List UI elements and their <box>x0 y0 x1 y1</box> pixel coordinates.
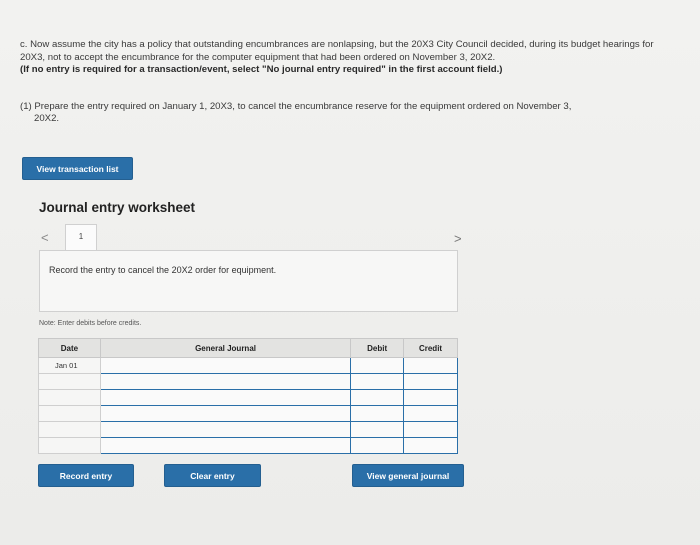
journal-table <box>38 338 458 454</box>
entry-description-panel <box>39 250 458 312</box>
view-transaction-list-button[interactable]: View transaction list <box>22 157 133 180</box>
account-field[interactable] <box>100 438 350 454</box>
part-1-line2: 20X2. <box>34 113 60 124</box>
debit-field[interactable] <box>351 358 404 374</box>
question-instruction: (If no entry is required for a transaction/event, select "No journal entry required" in the first account field.) <box>20 64 503 75</box>
header-date: Date <box>39 339 101 358</box>
view-general-journal-button[interactable]: View general journal <box>352 464 464 487</box>
table-row <box>39 358 458 374</box>
worksheet-title: Journal entry worksheet <box>39 200 196 215</box>
record-entry-button[interactable]: Record entry <box>38 464 134 487</box>
debit-field[interactable] <box>351 374 404 390</box>
credit-field[interactable] <box>404 390 458 406</box>
credit-field[interactable] <box>404 422 458 438</box>
prev-arrow-icon[interactable]: < <box>41 230 49 245</box>
table-row <box>39 438 458 454</box>
debit-field[interactable] <box>351 406 404 422</box>
table-row <box>39 390 458 406</box>
date-cell <box>39 390 101 406</box>
debit-credit-note: Note: Enter debits before credits. <box>39 320 142 327</box>
account-field[interactable] <box>100 422 350 438</box>
date-cell <box>39 422 101 438</box>
account-field[interactable] <box>100 358 350 374</box>
table-header-row <box>39 339 458 358</box>
header-debit: Debit <box>351 339 404 358</box>
date-cell <box>39 438 101 454</box>
debit-field[interactable] <box>351 438 404 454</box>
account-field[interactable] <box>100 390 350 406</box>
entry-description: Record the entry to cancel the 20X2 order for equipment. <box>49 265 277 275</box>
date-cell <box>39 406 101 422</box>
credit-field[interactable] <box>404 358 458 374</box>
table-row <box>39 406 458 422</box>
header-credit: Credit <box>404 339 458 358</box>
account-field[interactable] <box>100 374 350 390</box>
page-tab[interactable]: 1 <box>65 224 97 250</box>
table-row <box>39 422 458 438</box>
header-general-journal: General Journal <box>100 339 350 358</box>
part-1-line1: (1) Prepare the entry required on January 1, 20X3, to cancel the encumbrance reserve for the equipment ordered on November 3, <box>20 101 572 112</box>
debit-field[interactable] <box>351 390 404 406</box>
date-cell: Jan 01 <box>39 358 101 374</box>
part-1-prompt <box>20 101 670 125</box>
date-cell <box>39 374 101 390</box>
question-body: c. Now assume the city has a policy that outstanding encumbrances are nonlapsing, but the 20X3 City Council decided, during its budget hearings for 20X3, not to accept the encumbrance for the computer equipment that had been ordered on November 3, 20X2. <box>20 39 654 63</box>
debit-field[interactable] <box>351 422 404 438</box>
clear-entry-button[interactable]: Clear entry <box>164 464 261 487</box>
credit-field[interactable] <box>404 374 458 390</box>
account-field[interactable] <box>100 406 350 422</box>
credit-field[interactable] <box>404 438 458 454</box>
table-row <box>39 374 458 390</box>
next-arrow-icon[interactable]: > <box>454 231 462 246</box>
question-text <box>20 39 680 77</box>
credit-field[interactable] <box>404 406 458 422</box>
